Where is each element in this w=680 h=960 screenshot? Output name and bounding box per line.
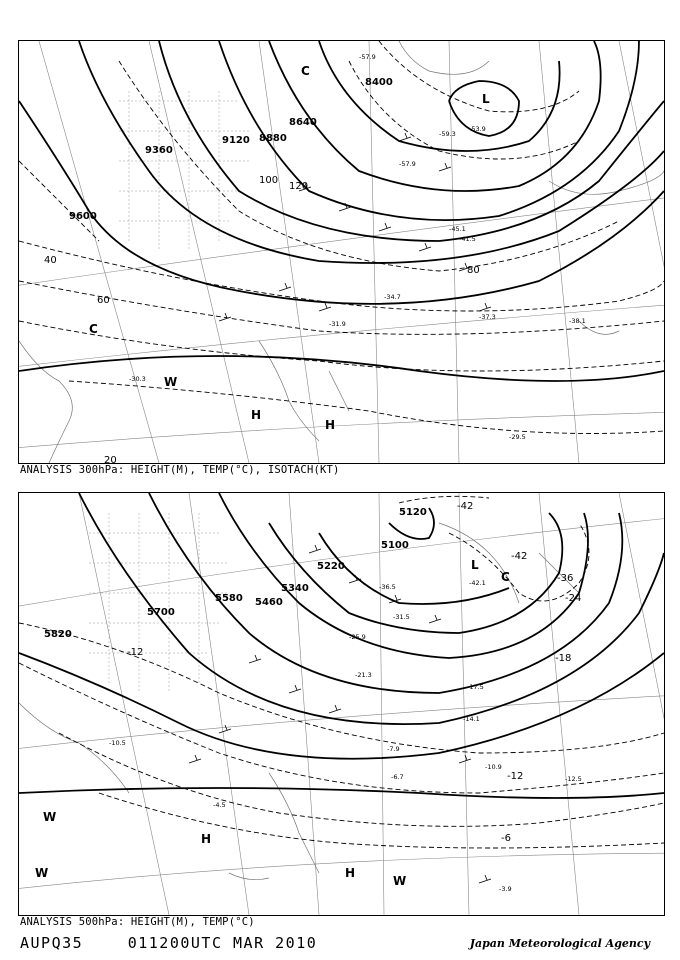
station-temp: -34.7: [384, 293, 401, 301]
low-center-mark: L: [471, 558, 479, 572]
warm-center-mark: W: [43, 810, 57, 824]
station-temp: -14.1: [463, 715, 480, 723]
station-temp: -10.9: [485, 763, 502, 771]
height-label: 5460: [255, 597, 283, 608]
station-temp: -38.1: [569, 317, 586, 325]
station-temp: -31.5: [393, 613, 410, 621]
station-temp: -4.5: [213, 801, 226, 809]
isotherm-label: -6: [501, 833, 511, 844]
height-label-group: [69, 77, 393, 222]
height-contours: [19, 41, 664, 381]
low-center-mark: L: [482, 92, 490, 106]
chart-footer: [20, 934, 351, 952]
height-label: 5580: [215, 593, 243, 604]
isotherm-label: -42: [457, 501, 474, 512]
height-label: 5820: [44, 629, 72, 640]
high-center-mark: H: [251, 408, 262, 422]
height-label: 9600: [69, 211, 97, 222]
caption-300hpa: ANALYSIS 300hPa: HEIGHT(M), TEMP(°C), ISOTACH(KT): [20, 464, 340, 476]
cold-center-mark: C: [301, 64, 310, 78]
station-temp: -31.9: [329, 320, 346, 328]
agency-name: Japan Meteorological Agency: [469, 937, 650, 950]
graticule: [19, 41, 664, 463]
map-300hpa-canvas: [19, 41, 664, 463]
caption-500hpa: ANALYSIS 500hPa: HEIGHT(M), TEMP(°C): [20, 916, 255, 928]
height-label: 5340: [281, 583, 309, 594]
station-temp: -30.3: [129, 375, 146, 383]
valid-datetime: 011200UTC MAR 2010: [127, 934, 318, 952]
isotach-label: 60: [97, 295, 110, 306]
map-panel-300hpa: [18, 40, 665, 464]
station-temp: -17.5: [467, 683, 484, 691]
high-center-mark: H: [325, 418, 336, 432]
isotach-label: 20: [104, 455, 117, 463]
height-label: 9360: [145, 145, 173, 156]
isotherm-label: -12: [127, 647, 144, 658]
station-temp: -57.9: [399, 160, 416, 168]
station-temp: -21.3: [355, 671, 372, 679]
coastline: [19, 523, 582, 880]
cold-center-mark: C: [89, 322, 98, 336]
isotach-label: 100: [259, 175, 279, 186]
station-temp: -57.9: [359, 53, 376, 61]
isotherm-label: -36: [557, 573, 574, 584]
station-temp: -7.9: [387, 745, 400, 753]
isotach-contours: [19, 41, 664, 434]
height-label: 5120: [399, 507, 427, 518]
height-label: 9120: [222, 135, 250, 146]
station-temp-group: [109, 579, 582, 893]
station-temp: -6.7: [391, 773, 404, 781]
station-temp: -10.5: [109, 739, 126, 747]
map-panel-500hpa: [18, 492, 665, 916]
isotherm-label: -12: [507, 771, 524, 782]
isotach-label: 40: [44, 255, 57, 266]
height-contours: [19, 493, 664, 798]
height-label: 5220: [317, 561, 345, 572]
chart-code: AUPQ35: [20, 934, 84, 952]
station-temp: -41.5: [459, 235, 476, 243]
height-label: 8640: [289, 117, 317, 128]
coastline: [19, 41, 664, 463]
high-center-mark: H: [345, 866, 356, 880]
station-temp: -25.9: [349, 633, 366, 641]
height-label: 5100: [381, 540, 409, 551]
station-temp: -37.3: [479, 313, 496, 321]
warm-center-mark: W: [164, 375, 178, 389]
warm-center-mark: W: [393, 874, 407, 888]
station-temp: -53.9: [469, 125, 486, 133]
isotach-label: 80: [467, 265, 480, 276]
height-label: 8880: [259, 133, 287, 144]
station-temp: -59.3: [439, 130, 456, 138]
map-500hpa-canvas: [19, 493, 664, 915]
station-temp: -29.5: [509, 433, 526, 441]
station-temp: -12.5: [565, 775, 582, 783]
isotherm-label: -42: [511, 551, 528, 562]
high-center-mark: H: [201, 832, 212, 846]
cold-center-mark: C: [501, 570, 510, 584]
isotherm-label: -24: [565, 593, 582, 604]
isotherm-label: -18: [555, 653, 572, 664]
station-temp: -36.5: [379, 583, 396, 591]
warm-center-mark: W: [35, 866, 49, 880]
station-temp: -42.1: [469, 579, 486, 587]
station-temp: -45.1: [449, 225, 466, 233]
isotach-label: 120: [289, 181, 309, 192]
isotherm-contours: [19, 496, 664, 848]
station-temp: -3.9: [499, 885, 512, 893]
height-label: 5700: [147, 607, 175, 618]
height-label: 8400: [365, 77, 393, 88]
land-grid: [119, 91, 249, 251]
